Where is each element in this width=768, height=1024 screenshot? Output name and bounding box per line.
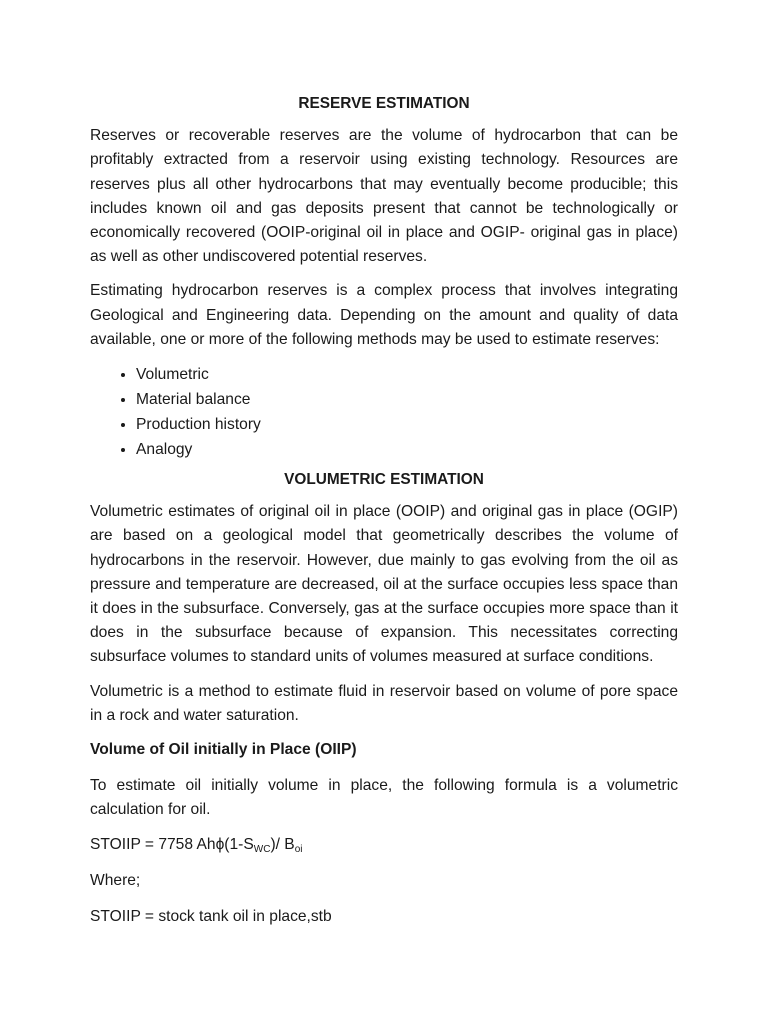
list-item: • Analogy: [136, 437, 678, 462]
stoiip-definition: STOIIP = stock tank oil in place,stb: [90, 908, 332, 926]
where-label: Where;: [90, 871, 141, 889]
stoiip-formula: [90, 833, 678, 857]
estimation-intro-paragraph: Estimating hydrocarbon reserves is a complex process that involves integrating Geological and Engineering data. Depending on the amount and quality of data available, one or more of the following methods may be used to estimate reserves:: [90, 282, 678, 348]
formula-intro-paragraph: To estimate oil initially volume in place, the following formula is a volumetric calculation for oil.: [90, 777, 678, 819]
ooip-subheading: Volume of Oil initially in Place (OIIP): [90, 741, 357, 759]
list-item: • Volumetric: [136, 362, 678, 387]
formula-mid: )/ B: [270, 835, 295, 853]
volumetric-estimates-paragraph: Volumetric estimates of original oil in place (OOIP) and original gas in place (OGIP) are based on a geological model that geometrically describes the volume of hydrocarbons in the reservoir. However, due mainly to gas evolving from the oil as pressure and temperature are decreased, oil at the surface occupies less space than it does in the subsurface. Conversely, gas at the surface occupies more space than it does in the subsurface because of expansion. This necessitates correcting subsurface volumes to standard units of volumes measured at surface conditions.: [90, 503, 678, 666]
list-item: • Material balance: [136, 387, 678, 412]
formula-subscript-oi: oi: [294, 843, 303, 855]
reserves-definition-paragraph: Reserves or recoverable reserves are the volume of hydrocarbon that can be profitably extracted from a reservoir using existing technology. Resources are reserves plus all other hydrocarbons that may eventually become producible; this includes known oil and gas deposits present that cannot be technologically or economically recovered (OOIP-original oil in place and OGIP- original gas in place) as well as other undiscovered potential reserves.: [90, 127, 678, 266]
volumetric-method-paragraph: Volumetric is a method to estimate fluid in reservoir based on volume of pore space in a rock and water saturation.: [90, 682, 678, 724]
volumetric-estimation-heading: VOLUMETRIC ESTIMATION: [284, 471, 484, 489]
formula-lhs: STOIIP = 7758 Ahϕ(1-S: [90, 835, 254, 853]
reserve-estimation-heading: RESERVE ESTIMATION: [298, 95, 470, 112]
methods-list: [90, 362, 678, 462]
list-item: • Production history: [136, 412, 678, 437]
formula-subscript-wc: WC: [253, 843, 271, 855]
